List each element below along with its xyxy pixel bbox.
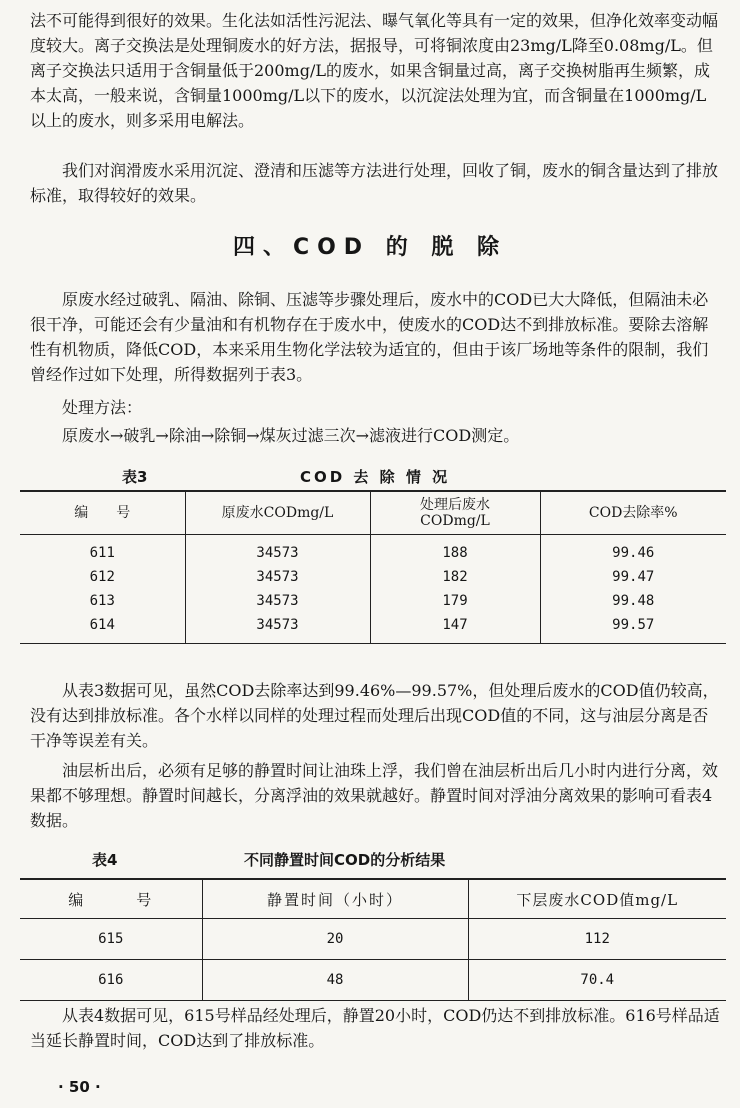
table-row: [20, 565, 726, 589]
table4-header-lower-cod: 下层废水COD值mg/L: [468, 879, 726, 919]
page-number: · 50 ·: [58, 1078, 101, 1096]
table3-header-removal-rate: COD去除率%: [540, 491, 726, 535]
table3-title: COD 去 除 情 况: [300, 468, 451, 486]
table3-header-id: 编 号: [20, 491, 185, 535]
table3-header-treated-cod: 处理后废水CODmg/L: [370, 491, 540, 535]
table-row: [20, 919, 726, 960]
table4-cell-settling-time: 20: [202, 919, 468, 960]
paragraph-table3-analysis: 从表3数据可见，虽然COD去除率达到99.46%—99.57%，但处理后废水的COD值仍较高，没有达到排放标准。各个水样以同样的处理过程而处理后出现COD值的不同，这与油层分离是否干净等误差有关。: [30, 681, 719, 750]
section-heading: 四、COD 的 脱 除: [232, 235, 508, 260]
paragraph-process-flow: 原废水→破乳→除油→除铜→煤灰过滤三次→滤液进行COD测定。: [62, 426, 520, 445]
table4-header-settling-time: 静置时间（小时）: [202, 879, 468, 919]
table4-cell-id: 615: [20, 919, 202, 960]
paragraph-settling: 油层析出后，必须有足够的静置时间让油珠上浮，我们曾在油层析出后几小时内进行分离，效果都不够理想。静置时间越长，分离浮油的效果就越好。静置时间对浮油分离效果的影响可看表4数据。: [30, 761, 719, 830]
table3-header-row: [20, 491, 726, 535]
table3-cell-treated-cod: 179: [370, 589, 540, 613]
paragraph-our-method: 我们对润滑废水采用沉淀、澄清和压滤等方法进行处理，回收了铜，废水的铜含量达到了排放标准，取得较好的效果。: [30, 161, 719, 205]
table4-title: 不同静置时间COD的分析结果: [244, 851, 446, 869]
table3-cell-id: 611: [20, 535, 185, 566]
table3-cell-treated-cod: 182: [370, 565, 540, 589]
table3-cell-removal-rate: 99.57: [612, 617, 655, 633]
table3-cell-raw-cod: 34573: [185, 589, 370, 613]
paragraph-intro: 法不可能得到很好的效果。生化法如活性污泥法、曝气氧化等具有一定的效果，但净化效率变动幅度较大。离子交换法是处理铜废水的好方法，据报导，可将铜浓度由23mg/L降至0.08mg/L。但离子交换法只适用于含铜量低于200mg/L的废水，如果含铜量过高，离子交换树脂再生频繁，成本太高，一般来说，含铜量1000mg/L以下的废水，以沉淀法处理为宜，而含铜量在1000mg/L以上的废水，则多采用电解法。: [30, 11, 719, 130]
table3-cell-removal-rate: 99.46: [612, 545, 655, 561]
table3-cell-removal-rate: 99.47: [612, 569, 655, 585]
table3-cell-raw-cod: 34573: [185, 565, 370, 589]
table3-cell-treated-cod: 188: [370, 535, 540, 566]
table4-label: 表4: [92, 851, 118, 869]
table3-cell-raw-cod: 34573: [185, 613, 370, 644]
table4-cell-lower-cod: 112: [468, 919, 726, 960]
table3-cell-id: 612: [20, 565, 185, 589]
paragraph-method-label: 处理方法：: [62, 398, 143, 417]
table-row: [20, 960, 726, 1001]
table4-cell-settling-time: 48: [202, 960, 468, 1001]
table3-cell-id: 614: [20, 613, 185, 644]
table3-cell-raw-cod: 34573: [185, 535, 370, 566]
table-row: [20, 535, 726, 566]
table4-header-id: 编 号: [20, 879, 202, 919]
table3-header-raw-cod: 原废水CODmg/L: [185, 491, 370, 535]
table4-cell-id: 616: [20, 960, 202, 1001]
table4-header-row: [20, 879, 726, 919]
table3-cell-id: 613: [20, 589, 185, 613]
table4-cell-lower-cod: 70.4: [580, 972, 615, 988]
table4: [20, 878, 726, 1001]
paragraph-cod-intro: 原废水经过破乳、隔油、除铜、压滤等步骤处理后，废水中的COD已大大降低，但隔油未必很干净，可能还会有少量油和有机物存在于废水中，使废水的COD达不到排放标准。要除去溶解性有机物质，降低COD，本来采用生物化学法较为适宜的，但由于该厂场地等条件的限制，我们曾经作过如下处理，所得数据列于表3。: [30, 290, 709, 384]
table-row: [20, 613, 726, 644]
table3-cell-treated-cod: 147: [370, 613, 540, 644]
table3-label: 表3: [122, 468, 148, 486]
table3-cell-removal-rate: 99.48: [612, 593, 655, 609]
paragraph-table4-analysis: 从表4数据可见，615号样品经处理后，静置20小时，COD仍达不到排放标准。616号样品适当延长静置时间，COD达到了排放标准。: [30, 1006, 720, 1050]
table3: [20, 490, 726, 644]
table-row: [20, 589, 726, 613]
